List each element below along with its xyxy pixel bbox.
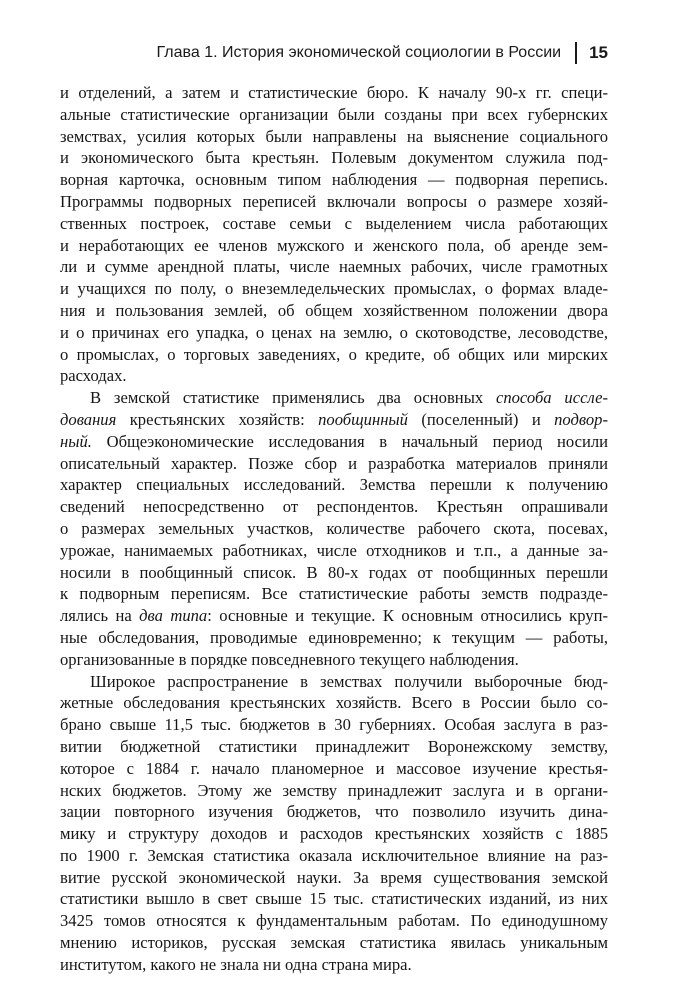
paragraph xyxy=(60,82,608,387)
text-line xyxy=(60,409,608,431)
text-line xyxy=(60,235,608,257)
text-run: описательный характер. Позже сбор и разработка материалов приняли xyxy=(60,453,608,473)
text-run: лялись на xyxy=(60,606,140,626)
text-line xyxy=(60,736,608,758)
paragraph xyxy=(60,671,608,976)
text-run: Общеэкономические исследования в начальный период носили xyxy=(91,431,608,451)
text-line xyxy=(60,888,608,910)
text-run: и о причинах его упадка, о ценах на землю, о скотоводстве, лесоводстве, xyxy=(60,322,608,342)
text-run: носили в пообщинный список. В 80-х годах от пообщинных перешли xyxy=(60,562,608,582)
text-line xyxy=(60,758,608,780)
text-line xyxy=(60,867,608,889)
text-run: крестьянских хозяйств: xyxy=(116,409,319,429)
text-run: нских бюджетов. Этому же земству принадлежит заслуга и в органи- xyxy=(60,780,608,800)
text-run: характер специальных исследований. Земства перешли к получению xyxy=(60,475,608,495)
italic-term: пообщинный xyxy=(318,409,408,429)
text-run: Широкое распространение в земствах получили выборочные бюд- xyxy=(90,671,608,691)
text-line xyxy=(60,431,608,453)
text-line xyxy=(60,562,608,584)
running-header xyxy=(157,42,608,64)
text-line xyxy=(60,801,608,823)
text-run: ворная карточка, основным типом наблюдения — подворная перепись. xyxy=(60,170,608,190)
italic-term: ный. xyxy=(60,431,92,451)
text-line xyxy=(60,540,608,562)
text-run: к подворным переписям. Все статистические работы земств подразде- xyxy=(60,584,608,604)
text-line xyxy=(60,714,608,736)
text-run: урожае, нанимаемых работниках, числе отходников и т.п., а данные за- xyxy=(60,540,608,560)
text-run: и экономического быта крестьян. Полевым документом служила под- xyxy=(60,148,608,168)
text-line xyxy=(60,605,608,627)
text-line xyxy=(60,82,608,104)
text-run: ли и сумме арендной платы, числе наемных рабочих, числе грамотных xyxy=(60,257,608,277)
text-run: земствах, усилия которых были направлены на выяснение социального xyxy=(60,126,608,146)
text-run: брано свыше 11,5 тыс. бюджетов в 30 губерниях. Особая заслуга в раз- xyxy=(60,715,608,735)
text-line xyxy=(60,583,608,605)
header-divider xyxy=(575,42,577,64)
text-line xyxy=(60,954,608,976)
text-run: о промыслах, о торговых заведениях, о кредите, об общих или мирских xyxy=(60,344,608,364)
text-run: Программы подворных переписей включали вопросы о размере хозяй- xyxy=(60,191,608,211)
text-run: организованные в порядке повседневного текущего наблюдения. xyxy=(60,649,519,669)
text-line xyxy=(60,671,608,693)
text-run: статистики вышло в свет свыше 15 тыс. статистических изданий, из них xyxy=(60,889,608,909)
text-run: ственных построек, составе семьи с выделением числа работающих xyxy=(60,213,608,233)
text-run: расходах. xyxy=(60,366,127,386)
text-line xyxy=(60,169,608,191)
text-line xyxy=(60,322,608,344)
text-line xyxy=(60,147,608,169)
text-line xyxy=(60,496,608,518)
text-run: жетные обследования крестьянских хозяйств. Всего в России было со- xyxy=(60,693,608,713)
text-run: которое с 1884 г. начало планомерное и массовое изучение крестья- xyxy=(60,758,608,778)
text-run: 3425 томов относятся к фундаментальным работам. По единодушному xyxy=(60,911,608,931)
text-line xyxy=(60,453,608,475)
text-run: (поселенный) и xyxy=(407,409,555,429)
text-run: мику и структуру доходов и расходов крестьянских хозяйств с 1885 xyxy=(60,824,608,844)
text-line xyxy=(60,278,608,300)
text-run: и неработающих ее членов мужского и женского пола, об аренде зем- xyxy=(60,235,608,255)
text-line xyxy=(60,256,608,278)
text-run: зации повторного изучения бюджетов, что позволило изучить дина- xyxy=(60,802,608,822)
text-run: витие русской экономической науки. За время существования земской xyxy=(60,867,608,887)
text-run: и отделений, а затем и статистические бюро. К началу 90-х гг. специ- xyxy=(60,83,608,102)
text-line xyxy=(60,365,608,387)
text-line xyxy=(60,518,608,540)
text-line xyxy=(60,692,608,714)
text-line xyxy=(60,474,608,496)
text-run: сведений непосредственно от респондентов. Крестьян опрашивали xyxy=(60,497,608,517)
text-line xyxy=(60,910,608,932)
italic-term: способа иссле- xyxy=(495,388,608,408)
text-line xyxy=(60,213,608,235)
text-line xyxy=(60,823,608,845)
text-line xyxy=(60,932,608,954)
text-line xyxy=(60,387,608,409)
page-number: 15 xyxy=(589,43,608,62)
italic-term: два типа xyxy=(139,606,208,626)
text-line xyxy=(60,344,608,366)
italic-term: дования xyxy=(60,409,117,429)
text-line xyxy=(60,300,608,322)
body-text xyxy=(60,82,608,976)
text-run: альные статистические организации были созданы при всех губернских xyxy=(60,104,608,124)
text-run: : основные и текущие. К основным относились круп- xyxy=(207,606,608,626)
text-run: В земской статистике применялись два основных xyxy=(90,388,496,408)
text-run: мнению историков, русская земская статистика явилась уникальным xyxy=(60,933,608,953)
text-run: по 1900 г. Земская статистика оказала исключительное влияние на раз- xyxy=(60,845,608,865)
text-line xyxy=(60,104,608,126)
text-line xyxy=(60,126,608,148)
chapter-title: Глава 1. История экономической социологии в России xyxy=(156,44,562,61)
text-run: ные обследования, проводимые единовременно; к текущим — работы, xyxy=(60,627,608,647)
text-run: и учащихся по полу, о внеземледельческих промыслах, о формах владе- xyxy=(60,279,608,299)
text-run: витии бюджетной статистики принадлежит Воронежскому земству, xyxy=(60,736,608,756)
text-line xyxy=(60,649,608,671)
text-line xyxy=(60,627,608,649)
paragraph xyxy=(60,387,608,670)
text-run: ния и пользования землей, об общем хозяйственном положении двора xyxy=(60,300,608,320)
text-line xyxy=(60,845,608,867)
text-run: институтом, какого не знала ни одна страна мира. xyxy=(60,954,412,974)
text-line xyxy=(60,780,608,802)
text-run: о размерах земельных участков, количестве рабочего скота, посевах, xyxy=(60,518,608,538)
italic-term: подвор- xyxy=(554,409,608,429)
text-line xyxy=(60,191,608,213)
